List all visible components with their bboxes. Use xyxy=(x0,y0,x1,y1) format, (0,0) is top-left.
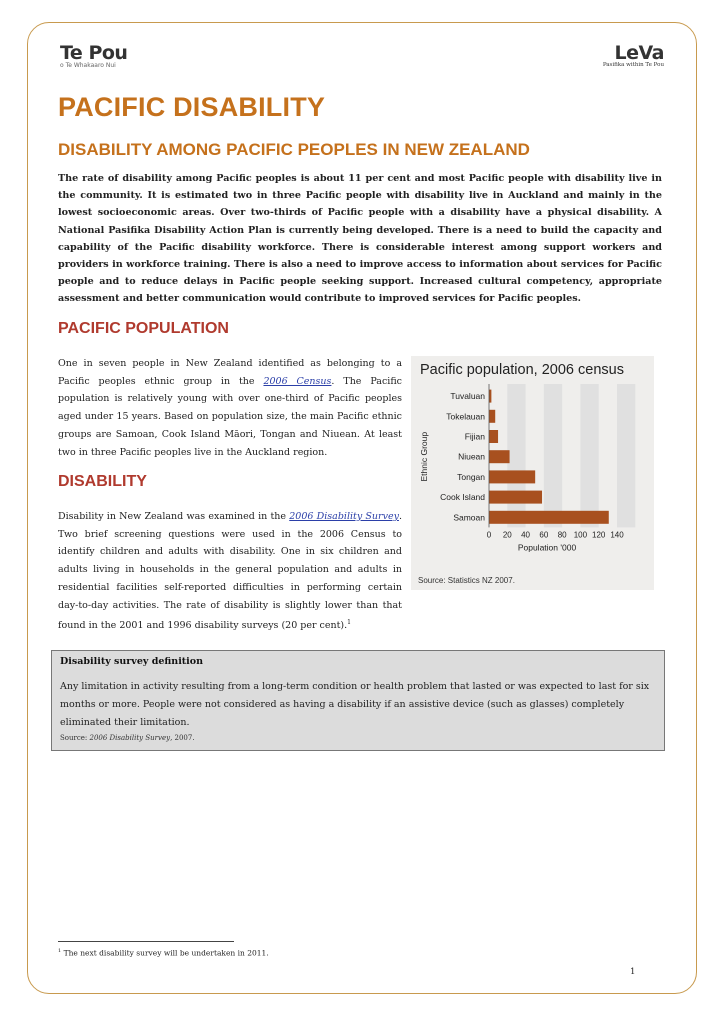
disability-paragraph xyxy=(58,508,402,635)
chart-x-axis-label: Population '000 xyxy=(517,542,577,553)
pacific-population-heading: PACIFIC POPULATION xyxy=(58,320,229,337)
chart-bar-niuean xyxy=(489,450,510,463)
disability-survey-link[interactable]: 2006 Disability Survey xyxy=(289,511,399,522)
chart-category-label: Tongan xyxy=(457,471,485,482)
chart-x-tick-label: 60 xyxy=(539,530,549,540)
definition-source xyxy=(60,734,195,742)
footnote-reference: 1 xyxy=(347,619,351,627)
chart-category-label: Tokelauan xyxy=(446,411,485,422)
disability-text-end: . Two brief screening questions were used in the 2006 Census to identify children and adults with disability. One in six children and adults living in households in the general population and adults in residential facilities self-reported difficulties in performing certain day-to-day activities. The rate of disability is slightly lower than that found in the 2001 and 1996 disability surveys (20 per cent). xyxy=(58,511,402,632)
le-va-logo-subtitle: Pasifika within Te Pou xyxy=(602,62,664,68)
page-number: 1 xyxy=(630,967,636,977)
disability-text-start: Disability in New Zealand was examined in the xyxy=(58,511,290,522)
footnote-divider xyxy=(58,941,234,942)
chart-x-tick-label: 140 xyxy=(610,530,624,540)
chart-x-tick-label: 40 xyxy=(521,530,531,540)
footnote-text: The next disability survey will be undertaken in 2011. xyxy=(61,948,269,958)
chart-category-label: Niuean xyxy=(458,451,485,462)
te-pou-logo-text: Te Pou xyxy=(60,42,128,64)
definition-text: Any limitation in activity resulting from a long-term condition or health problem that lasted or was expected to last for six months or more. People were not considered as having a disability if an assistive device (such as glasses) completely eliminated their limitation. xyxy=(60,681,650,728)
chart-category-label: Cook Island xyxy=(440,492,485,503)
chart-x-tick-label: 100 xyxy=(573,530,588,540)
chart-bar-samoan xyxy=(489,511,609,524)
page-title: PACIFIC DISABILITY xyxy=(58,92,326,122)
te-pou-logo-subtitle: o Te Whakaaro Nui xyxy=(60,62,116,69)
page-subtitle: DISABILITY AMONG PACIFIC PEOPLES IN NEW ZEALAND xyxy=(58,140,530,159)
definition-source-prefix: Source: xyxy=(60,734,90,742)
definition-box xyxy=(51,650,665,751)
chart-title: Pacific population, 2006 census xyxy=(420,362,624,378)
population-bar-chart xyxy=(411,356,654,576)
population-text-start: One in seven people in New Zealand identified as belonging to a Pacific peoples ethnic group in the xyxy=(58,358,402,387)
chart-category-label: Fijian xyxy=(464,431,485,442)
le-va-logo xyxy=(603,42,664,68)
te-pou-logo xyxy=(60,42,127,69)
definition-source-title: 2006 Disability Survey xyxy=(89,734,171,742)
chart-x-tick-label: 20 xyxy=(502,530,512,540)
chart-bar-fijian xyxy=(489,430,498,443)
pacific-population-paragraph xyxy=(58,355,402,461)
population-chart xyxy=(411,356,654,590)
chart-x-tick-label: 0 xyxy=(486,530,492,540)
chart-bar-cook-island xyxy=(489,491,542,504)
chart-category-label: Samoan xyxy=(453,512,485,523)
definition-heading: Disability survey definition xyxy=(60,656,204,667)
chart-x-tick-label: 120 xyxy=(592,530,606,540)
le-va-logo-text: LeVa xyxy=(614,42,664,64)
intro-paragraph: The rate of disability among Pacific peoples is about 11 per cent and most Pacific people with disability live in the community. It is estimated two in three Pacific people with disability live in Auckland and mainly in the lowest socioeconomic areas. Over two-thirds of Pacific people with a disability have a physical disability. A National Pasifika Disability Action Plan is currently being developed. There is a need to build the capacity and capability of the Pacific disability workforce. There is considerable interest among support workers and providers in workforce training. There is also a need to improve access to information about services for Pacific people and to reduce delays in Pacific people seeking support. Increased cultural competency, appropriate assessment and better communication would contribute to improved services for Pacific peoples. xyxy=(58,173,662,305)
disability-heading: DISABILITY xyxy=(58,473,147,490)
chart-grid-band xyxy=(580,384,598,527)
chart-y-axis-label: Ethnic Group xyxy=(419,431,429,482)
census-2006-link[interactable]: 2006 Census xyxy=(263,375,332,387)
chart-category-label: Tuvaluan xyxy=(450,391,485,402)
population-text-end: . The Pacific population is relatively young with over one-third of Pacific peoples aged under 15 years. Based on population size, the main Pacific ethnic groups are Samoan, Cook Island Māori, Tongan and Niuean. At least two in three Pacific peoples live in the Auckland region. xyxy=(58,375,402,458)
footnote-number: 1 xyxy=(58,948,62,954)
chart-x-tick-label: 80 xyxy=(557,530,567,540)
definition-source-suffix: , 2007. xyxy=(170,734,195,742)
chart-grid-band xyxy=(617,384,635,527)
chart-bar-tongan xyxy=(489,470,535,483)
chart-grid-band xyxy=(544,384,562,527)
footnote xyxy=(58,948,269,958)
chart-grid-band xyxy=(507,384,525,527)
chart-source: Source: Statistics NZ 2007. xyxy=(418,576,515,585)
chart-bar-tokelauan xyxy=(489,410,495,423)
